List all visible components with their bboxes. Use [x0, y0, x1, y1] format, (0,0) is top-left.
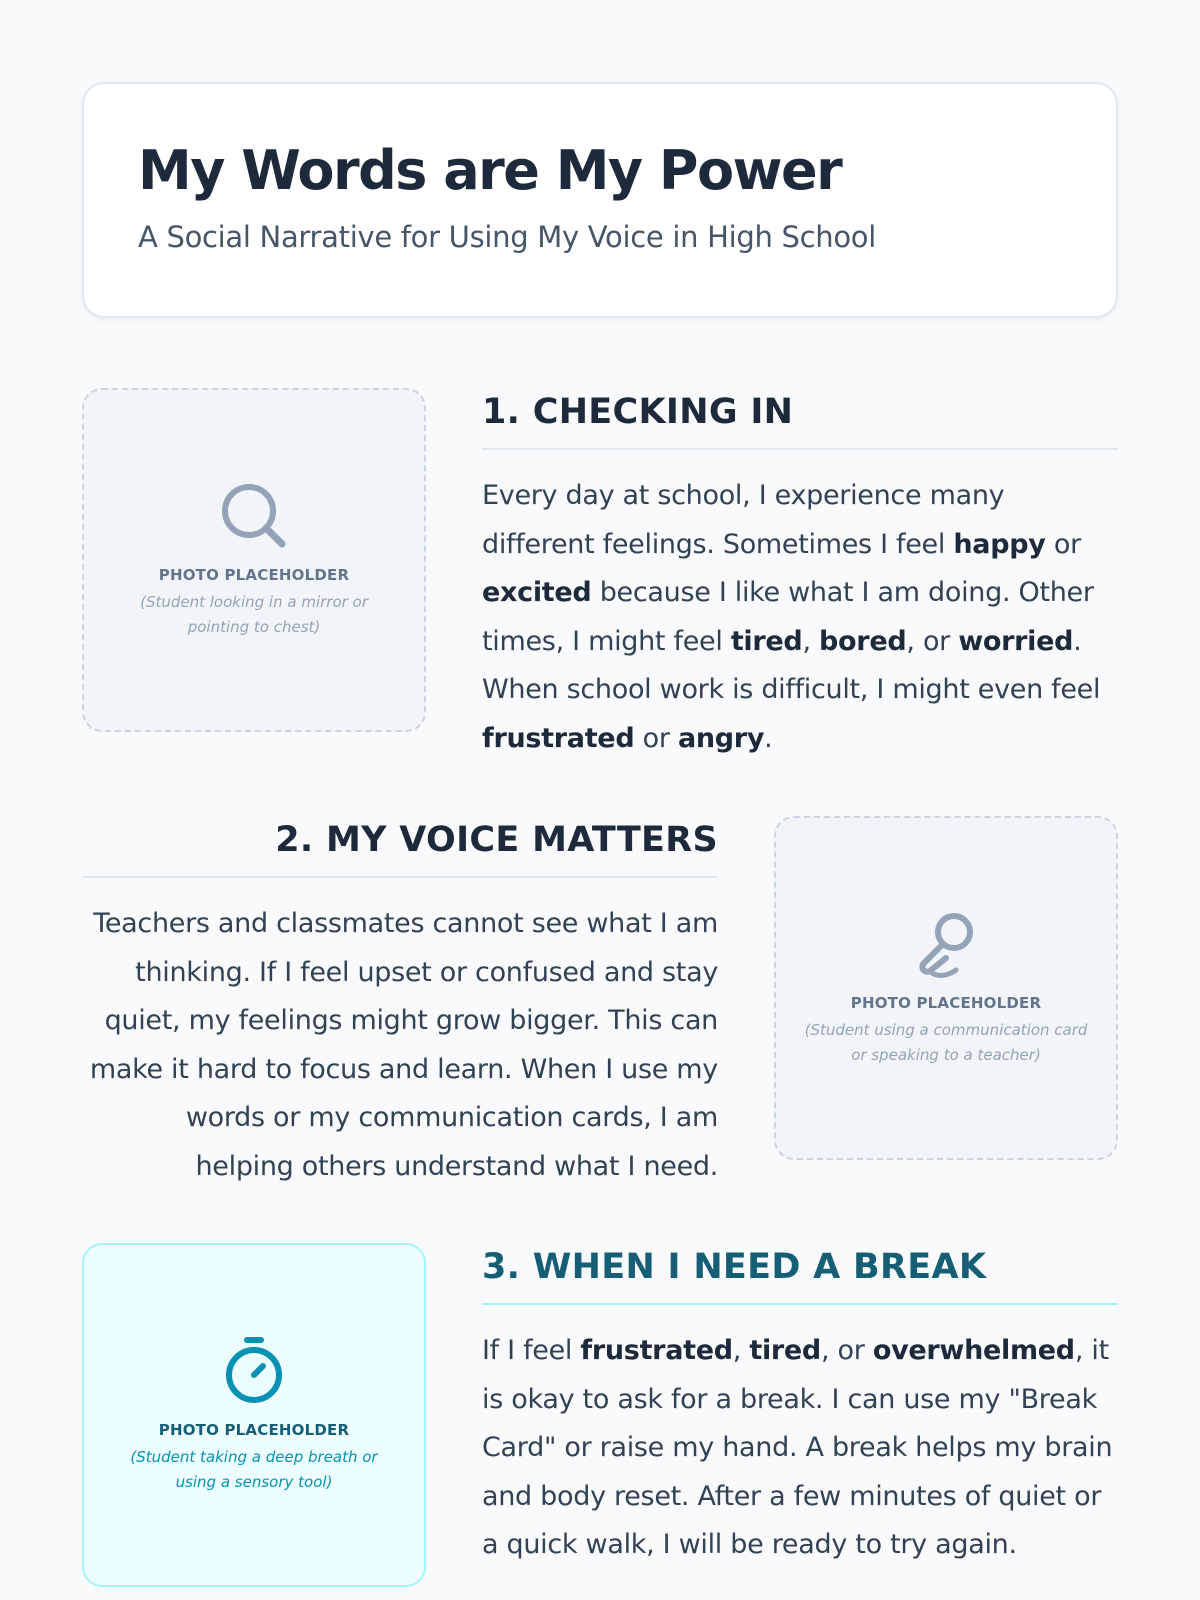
emotion-word: tired: [730, 625, 803, 657]
section-body: Teachers and classmates cannot see what I am thinking. If I feel upset or confused and stay quiet, my feelings might grow bigger. This can make it hard to focus and learn. When I use my words or my communication cards, I am helping others understand what I need.: [89, 908, 718, 1182]
body-text: or: [1045, 528, 1081, 560]
section-when-i-need-a-break: [82, 1243, 1118, 1600]
emotion-word: frustrated: [580, 1335, 733, 1366]
photo-placeholder-caption: (Student looking in a mirror or pointing to chest): [140, 593, 368, 636]
emotion-word: happy: [953, 528, 1046, 560]
section-checking-in: [82, 388, 1118, 758]
emotion-word: angry: [677, 722, 765, 754]
emotion-word: tired: [749, 1335, 821, 1366]
photo-placeholder: [82, 1243, 426, 1587]
photo-placeholder-label: PHOTO PLACEHOLDER: [850, 994, 1042, 1012]
photo-placeholder-label: PHOTO PLACEHOLDER: [158, 1421, 350, 1439]
page-title: My Words are My Power: [138, 139, 842, 202]
section-text: [482, 1243, 1118, 1570]
photo-placeholder: [774, 816, 1118, 1160]
section-body: [482, 472, 1118, 763]
body-text: Every day at school, I experience many different feelings. Sometimes I feel: [482, 480, 1005, 560]
body-text: , it is okay to ask for a break. I can use my "Break Card" or raise my hand. A break helps my brain and body reset. After a few minutes of quiet or a quick walk, I will be ready to try again.: [482, 1335, 1113, 1560]
section-text: [482, 388, 1118, 763]
section-heading: 3. WHEN I NEED A BREAK: [482, 1243, 1118, 1305]
header-card: [82, 82, 1118, 318]
body-text: because I like what I am doing. Other times, I might feel: [482, 577, 1094, 657]
section-body: [482, 1327, 1118, 1570]
section-heading: 1. CHECKING IN: [482, 388, 1118, 450]
body-text: ,: [802, 625, 820, 657]
emotion-word: overwhelmed: [872, 1335, 1075, 1366]
photo-placeholder-caption: (Student taking a deep breath or using a sensory tool): [130, 1448, 378, 1491]
photo-placeholder-caption: (Student using a communication card or speaking to a teacher): [804, 1021, 1088, 1064]
body-text: , or: [906, 625, 959, 657]
stopwatch-icon: [218, 1335, 290, 1407]
emotion-word: frustrated: [482, 722, 635, 754]
photo-placeholder: [82, 388, 426, 732]
body-text: or: [634, 722, 678, 754]
body-text: .: [764, 722, 773, 754]
body-text: . When school work is difficult, I might even feel: [482, 625, 1101, 705]
emotion-word: worried: [958, 625, 1074, 657]
emotion-word: bored: [819, 625, 907, 657]
section-my-voice-matters: [82, 816, 1118, 1186]
microphone-icon: [910, 908, 982, 980]
section-text: [82, 816, 718, 1191]
body-text: If I feel: [482, 1335, 581, 1366]
section-heading: 2. MY VOICE MATTERS: [82, 816, 718, 878]
body-text: ,: [732, 1335, 750, 1366]
magnifier-icon: [218, 480, 290, 552]
photo-placeholder-label: PHOTO PLACEHOLDER: [158, 566, 350, 584]
page-subtitle: A Social Narrative for Using My Voice in High School: [138, 220, 876, 254]
emotion-word: excited: [482, 577, 592, 608]
body-text: , or: [820, 1335, 873, 1366]
